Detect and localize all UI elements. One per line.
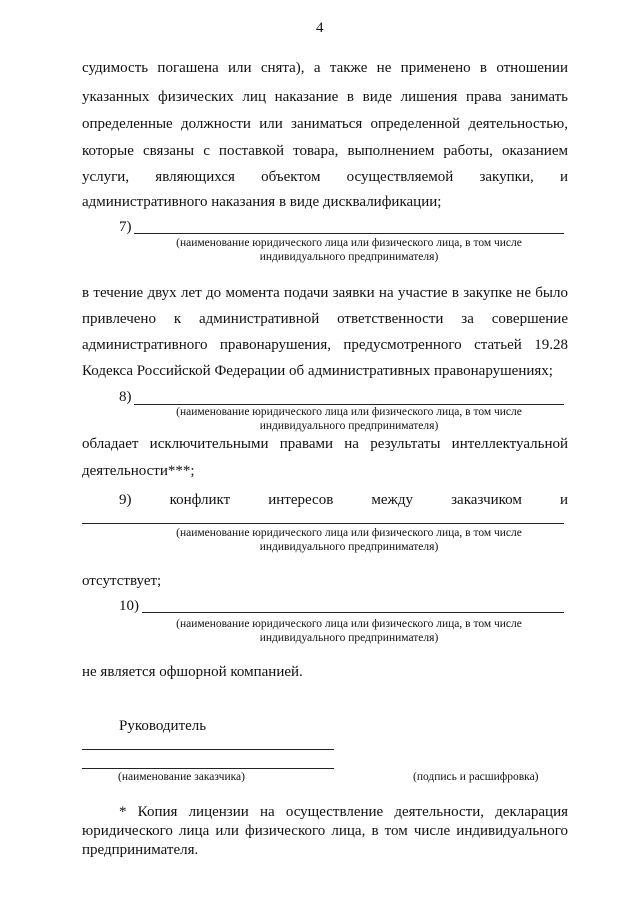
item7-caption-2: индивидуального предпринимателя) — [259, 251, 439, 263]
head-fill-line-2[interactable] — [82, 768, 334, 769]
item8-text-2: деятельности***; — [82, 463, 195, 479]
item9-text: отсутствует; — [82, 573, 162, 589]
para1-line-3: определенные должности или заниматься определенной деятельностью, — [82, 116, 568, 132]
item9-caption-2: индивидуального предпринимателя) — [259, 541, 439, 553]
head-label: Руководитель — [119, 718, 207, 734]
footnote-line-1: * Копия лицензии на осуществление деятельности, декларация — [119, 804, 568, 820]
item7-fill-line[interactable] — [134, 233, 564, 234]
item10-caption-2: индивидуального предпринимателя) — [259, 632, 439, 644]
item7-text-1: в течение двух лет до момента подачи заявки на участие в закупке не было — [82, 285, 568, 301]
item8-text-1: обладает исключительными правами на результаты интеллектуальной — [82, 436, 568, 452]
para1-line-6: административного наказания в виде дисквалификации; — [82, 194, 442, 210]
item10-text: не является офшорной компанией. — [82, 664, 303, 680]
signature-caption: (подпись и расшифровка) — [413, 771, 539, 783]
head-fill-line-1[interactable] — [82, 749, 334, 750]
item9-fill-line[interactable] — [82, 523, 564, 524]
page-number: 4 — [316, 20, 324, 36]
item8-number: 8) — [119, 389, 132, 405]
item7-text-2: привлечено к административной ответственности за совершение — [82, 311, 568, 327]
customer-caption: (наименование заказчика) — [118, 771, 245, 783]
item10-number: 10) — [119, 598, 139, 614]
item9-caption-1: (наименование юридического лица или физического лица, в том числе — [176, 527, 522, 539]
para1-line-5: услуги, являющихся объектом осуществляемой закупки, и — [82, 169, 568, 185]
footnote-line-2: юридического лица или физического лица, в том числе индивидуального — [82, 823, 568, 839]
para1-line-2: указанных физических лиц наказание в виде лишения права занимать — [82, 89, 568, 105]
item7-text-4: Кодекса Российской Федерации об административных правонарушениях; — [82, 363, 553, 379]
item7-caption-1: (наименование юридического лица или физического лица, в том числе — [176, 237, 522, 249]
item8-fill-line[interactable] — [134, 404, 564, 405]
item7-text-3: административного правонарушения, предусмотренного статьей 19.28 — [82, 337, 568, 353]
item7-number: 7) — [119, 219, 132, 235]
item10-caption-1: (наименование юридического лица или физического лица, в том числе — [176, 618, 522, 630]
footnote-line-3: предпринимателя. — [82, 842, 199, 858]
item8-caption-2: индивидуального предпринимателя) — [259, 420, 439, 432]
item9-line: 9) конфликт интересов между заказчиком и — [119, 492, 568, 508]
para1-line-1: судимость погашена или снята), а также не применено в отношении — [82, 60, 568, 76]
item10-fill-line[interactable] — [142, 612, 564, 613]
item8-caption-1: (наименование юридического лица или физического лица, в том числе — [176, 406, 522, 418]
para1-line-4: которые связаны с поставкой товара, выполнением работы, оказанием — [82, 143, 568, 159]
